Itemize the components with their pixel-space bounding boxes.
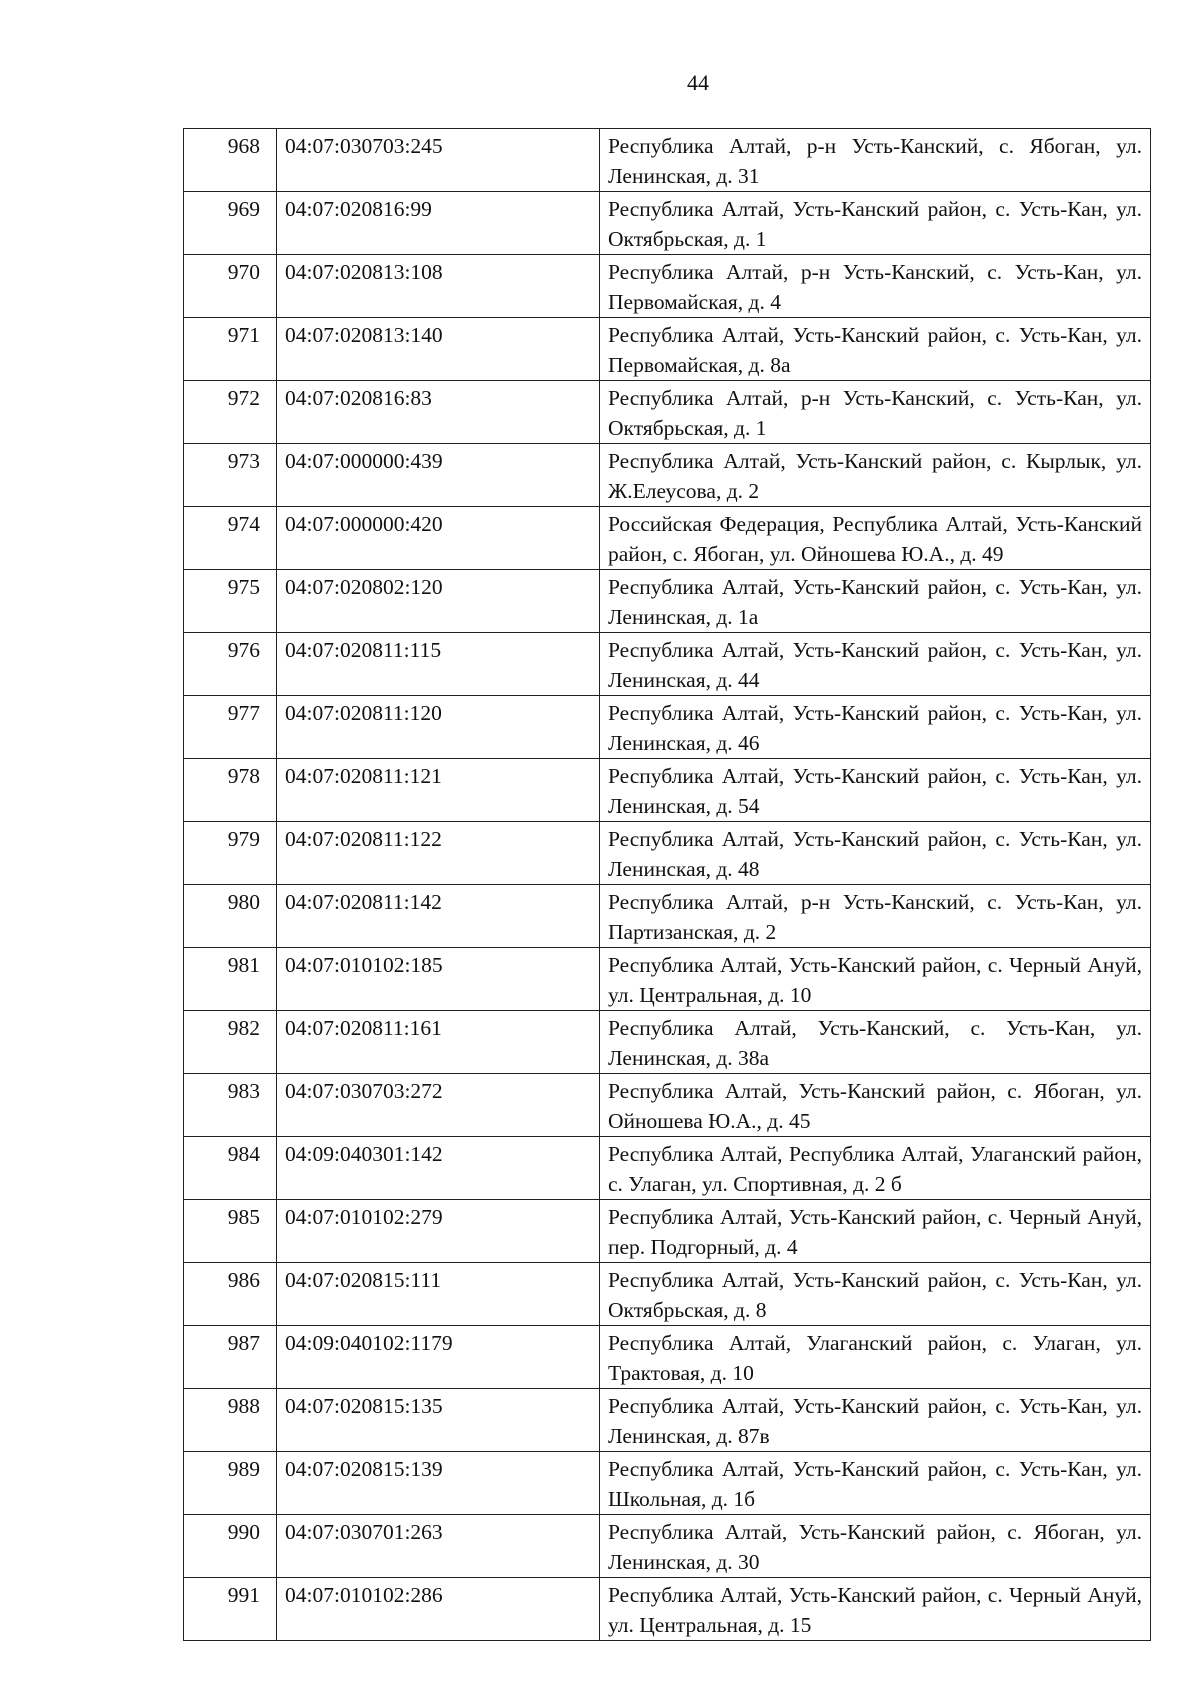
cadastral-number-cell: 04:07:020815:111 xyxy=(277,1263,600,1326)
cadastral-number-cell: 04:07:030703:245 xyxy=(277,129,600,192)
cadastral-number-cell: 04:07:020813:140 xyxy=(277,318,600,381)
row-number-cell: 977 xyxy=(184,696,277,759)
cadastral-number-cell: 04:07:010102:185 xyxy=(277,948,600,1011)
row-number-cell: 978 xyxy=(184,759,277,822)
row-number-cell: 974 xyxy=(184,507,277,570)
address-cell: Республика Алтай, Усть-Канский район, с. Кырлык, ул. Ж.Елеусова, д. 2 xyxy=(600,444,1151,507)
row-number-cell: 983 xyxy=(184,1074,277,1137)
cadastral-number-cell: 04:07:020811:121 xyxy=(277,759,600,822)
row-number-cell: 968 xyxy=(184,129,277,192)
row-number-cell: 969 xyxy=(184,192,277,255)
cadastral-number-cell: 04:07:020813:108 xyxy=(277,255,600,318)
cadastral-number-cell: 04:07:020811:115 xyxy=(277,633,600,696)
table-row xyxy=(184,1452,1151,1515)
table-row xyxy=(184,507,1151,570)
address-cell: Республика Алтай, Усть-Канский район, с. Черный Ануй, пер. Подгорный, д. 4 xyxy=(600,1200,1151,1263)
table-row xyxy=(184,759,1151,822)
cadastral-number-cell: 04:07:010102:286 xyxy=(277,1578,600,1641)
row-number-cell: 982 xyxy=(184,1011,277,1074)
table-row xyxy=(184,1515,1151,1578)
table-row xyxy=(184,1011,1151,1074)
address-cell: Республика Алтай, Улаганский район, с. Улаган, ул. Трактовая, д. 10 xyxy=(600,1326,1151,1389)
row-number-cell: 975 xyxy=(184,570,277,633)
row-number-cell: 991 xyxy=(184,1578,277,1641)
table-row xyxy=(184,192,1151,255)
cadastral-number-cell: 04:07:020811:122 xyxy=(277,822,600,885)
row-number-cell: 973 xyxy=(184,444,277,507)
address-cell: Республика Алтай, Республика Алтай, Улаганский район, с. Улаган, ул. Спортивная, д. 2 б xyxy=(600,1137,1151,1200)
address-cell: Российская Федерация, Республика Алтай, Усть-Канский район, с. Ябоган, ул. Ойношева Ю.А., д. 49 xyxy=(600,507,1151,570)
table-row xyxy=(184,1074,1151,1137)
address-cell: Республика Алтай, Усть-Канский район, с. Усть-Кан, ул. Ленинская, д. 44 xyxy=(600,633,1151,696)
table-row xyxy=(184,444,1151,507)
table-row xyxy=(184,318,1151,381)
row-number-cell: 984 xyxy=(184,1137,277,1200)
table-row xyxy=(184,1326,1151,1389)
address-cell: Республика Алтай, р-н Усть-Канский, с. Усть-Кан, ул. Октябрьская, д. 1 xyxy=(600,381,1151,444)
table-row xyxy=(184,1389,1151,1452)
table-row xyxy=(184,1263,1151,1326)
cadastral-number-cell: 04:09:040301:142 xyxy=(277,1137,600,1200)
table-row xyxy=(184,381,1151,444)
row-number-cell: 972 xyxy=(184,381,277,444)
cadastral-number-cell: 04:07:000000:420 xyxy=(277,507,600,570)
table-row xyxy=(184,948,1151,1011)
address-cell: Республика Алтай, Усть-Канский, с. Усть-Кан, ул. Ленинская, д. 38а xyxy=(600,1011,1151,1074)
address-cell: Республика Алтай, Усть-Канский район, с. Усть-Кан, ул. Школьная, д. 1б xyxy=(600,1452,1151,1515)
address-cell: Республика Алтай, Усть-Канский район, с. Усть-Кан, ул. Ленинская, д. 54 xyxy=(600,759,1151,822)
row-number-cell: 971 xyxy=(184,318,277,381)
row-number-cell: 985 xyxy=(184,1200,277,1263)
table-row xyxy=(184,696,1151,759)
row-number-cell: 970 xyxy=(184,255,277,318)
table-row xyxy=(184,129,1151,192)
cadastral-number-cell: 04:07:020811:161 xyxy=(277,1011,600,1074)
address-cell: Республика Алтай, Усть-Канский район, с. Усть-Кан, ул. Ленинская, д. 1а xyxy=(600,570,1151,633)
table-row xyxy=(184,1137,1151,1200)
address-cell: Республика Алтай, Усть-Канский район, с. Усть-Кан, ул. Ленинская, д. 48 xyxy=(600,822,1151,885)
cadastral-number-cell: 04:07:020811:142 xyxy=(277,885,600,948)
cadastral-number-cell: 04:07:020815:135 xyxy=(277,1389,600,1452)
address-cell: Республика Алтай, Усть-Канский район, с. Черный Ануй, ул. Центральная, д. 10 xyxy=(600,948,1151,1011)
cadastral-number-cell: 04:07:020815:139 xyxy=(277,1452,600,1515)
cadastral-number-cell: 04:07:030701:263 xyxy=(277,1515,600,1578)
address-cell: Республика Алтай, Усть-Канский район, с. Усть-Кан, ул. Октябрьская, д. 1 xyxy=(600,192,1151,255)
row-number-cell: 990 xyxy=(184,1515,277,1578)
row-number-cell: 980 xyxy=(184,885,277,948)
table-row xyxy=(184,885,1151,948)
page-number: 44 xyxy=(687,70,709,95)
cadastral-number-cell: 04:09:040102:1179 xyxy=(277,1326,600,1389)
cadastral-number-cell: 04:07:030703:272 xyxy=(277,1074,600,1137)
registry-body xyxy=(184,129,1151,1641)
address-cell: Республика Алтай, Усть-Канский район, с. Ябоган, ул. Ойношева Ю.А., д. 45 xyxy=(600,1074,1151,1137)
address-cell: Республика Алтай, р-н Усть-Канский, с. Усть-Кан, ул. Партизанская, д. 2 xyxy=(600,885,1151,948)
row-number-cell: 988 xyxy=(184,1389,277,1452)
table-row xyxy=(184,1578,1151,1641)
address-cell: Республика Алтай, Усть-Канский район, с. Черный Ануй, ул. Центральная, д. 15 xyxy=(600,1578,1151,1641)
row-number-cell: 986 xyxy=(184,1263,277,1326)
table-row xyxy=(184,633,1151,696)
cadastral-number-cell: 04:07:020816:99 xyxy=(277,192,600,255)
address-cell: Республика Алтай, р-н Усть-Канский, с. Усть-Кан, ул. Первомайская, д. 4 xyxy=(600,255,1151,318)
cadastral-number-cell: 04:07:020802:120 xyxy=(277,570,600,633)
table-row xyxy=(184,822,1151,885)
address-cell: Республика Алтай, Усть-Канский район, с. Ябоган, ул. Ленинская, д. 30 xyxy=(600,1515,1151,1578)
address-cell: Республика Алтай, Усть-Канский район, с. Усть-Кан, ул. Ленинская, д. 87в xyxy=(600,1389,1151,1452)
row-number-cell: 981 xyxy=(184,948,277,1011)
address-cell: Республика Алтай, Усть-Канский район, с. Усть-Кан, ул. Первомайская, д. 8а xyxy=(600,318,1151,381)
cadastral-number-cell: 04:07:010102:279 xyxy=(277,1200,600,1263)
property-registry-table xyxy=(183,128,1151,1641)
row-number-cell: 979 xyxy=(184,822,277,885)
row-number-cell: 976 xyxy=(184,633,277,696)
table-row xyxy=(184,255,1151,318)
cadastral-number-cell: 04:07:020816:83 xyxy=(277,381,600,444)
table-row xyxy=(184,1200,1151,1263)
address-cell: Республика Алтай, Усть-Канский район, с. Усть-Кан, ул. Октябрьская, д. 8 xyxy=(600,1263,1151,1326)
row-number-cell: 989 xyxy=(184,1452,277,1515)
address-cell: Республика Алтай, р-н Усть-Канский, с. Ябоган, ул. Ленинская, д. 31 xyxy=(600,129,1151,192)
cadastral-number-cell: 04:07:020811:120 xyxy=(277,696,600,759)
table-row xyxy=(184,570,1151,633)
cadastral-number-cell: 04:07:000000:439 xyxy=(277,444,600,507)
row-number-cell: 987 xyxy=(184,1326,277,1389)
address-cell: Республика Алтай, Усть-Канский район, с. Усть-Кан, ул. Ленинская, д. 46 xyxy=(600,696,1151,759)
